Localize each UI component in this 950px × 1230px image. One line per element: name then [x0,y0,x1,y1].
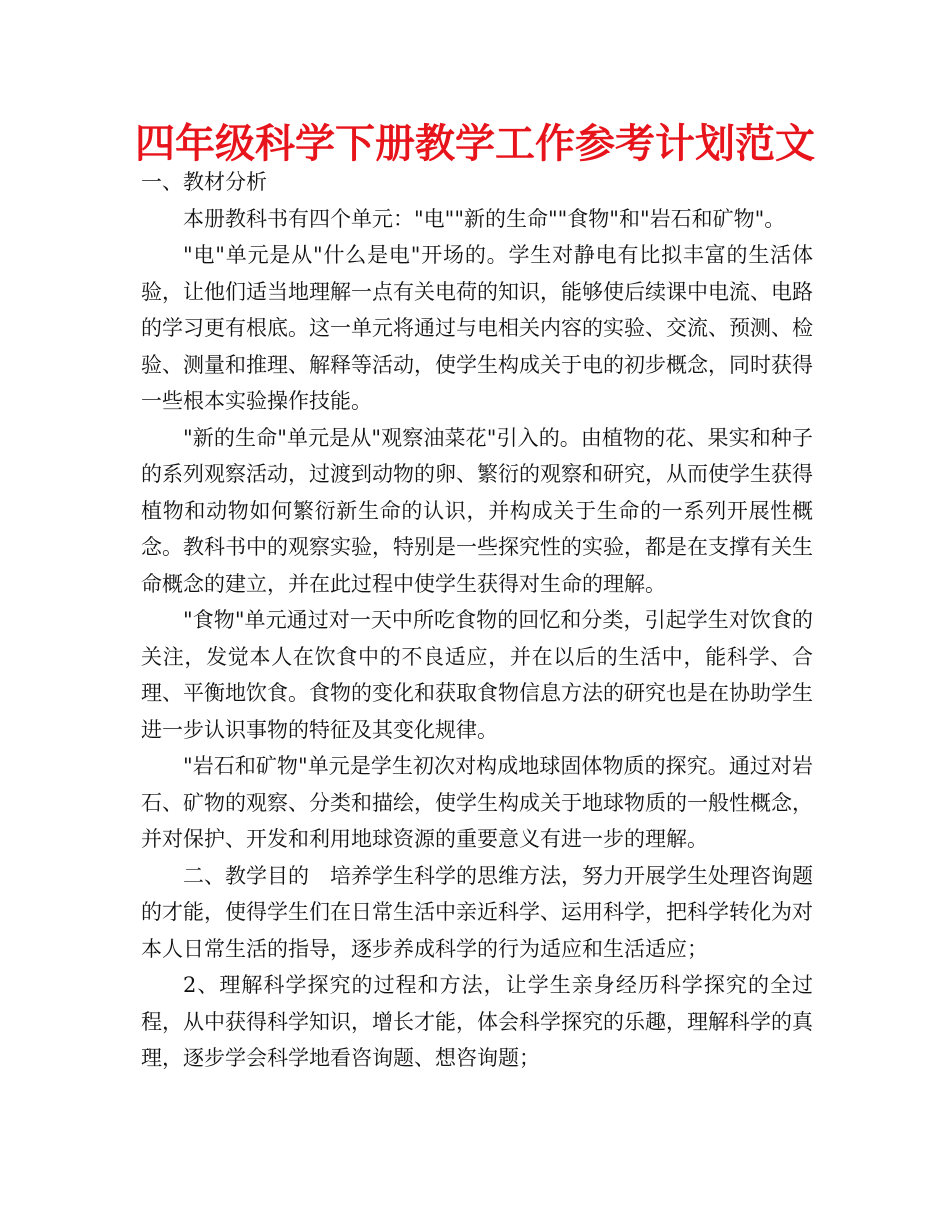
paragraph-new-life-unit: "新的生命"单元是从"观察油菜花"引入的。由植物的花、果实和种子的系列观察活动，过渡到动物的卵、繁衍的观察和研究，从而使学生获得植物和动物如何繁衍新生命的认识，并构成关于生命的一系列开展性概念。教科书中的观察实验，特别是一些探究性的实验，都是在支撑有关生命概念的建立，并在此过程中使学生获得对生命的理解。 [141,425,813,596]
paragraph-electricity-unit: "电"单元是从"什么是电"开场的。学生对静电有比拟丰富的生活体验，让他们适当地理解一点有关电荷的知识，能够使后续课中电流、电路的学习更有根底。这一单元将通过与电相关内容的实验、交流、预测、检验、测量和推理、解释等活动，使学生构成关于电的初步概念，同时获得一些根本实验操作技能。 [141,243,813,413]
document-body [141,164,813,1077]
section-heading-materials: 一、教材分析 [141,170,267,194]
document-title: 四年级科学下册教学工作参考计划范文 [135,121,815,167]
paragraph-goal-2: 2、理解科学探究的过程和方法，让学生亲身经历科学探究的全过程，从中获得科学知识，增长才能，体会科学探究的乐趣，理解科学的真理，逐步学会科学地看咨询题、想咨询题； [141,973,813,1070]
paragraph-rocks-minerals-unit: "岩石和矿物"单元是学生初次对构成地球固体物质的探究。通过对岩石、矿物的观察、分类和描绘，使学生构成关于地球物质的一般性概念，并对保护、开发和利用地球资源的重要意义有进一步的理解。 [141,754,813,851]
paragraph-teaching-goals: 二、教学目的 培养学生科学的思维方法，努力开展学生处理咨询题的才能，使得学生们在日常生活中亲近科学、运用科学，把科学转化为对本人日常生活的指导，逐步养成科学的行为适应和生活适应； [141,863,813,961]
paragraph-overview: 本册教科书有四个单元："电""新的生命""食物"和"岩石和矿物"。 [183,206,786,231]
paragraph-food-unit: "食物"单元通过对一天中所吃食物的回忆和分类，引起学生对饮食的关注，发觉本人在饮食中的不良适应，并在以后的生活中，能科学、合理、平衡地饮食。食物的变化和获取食物信息方法的研究也是在协助学生进一步认识事物的特征及其变化规律。 [141,608,813,742]
